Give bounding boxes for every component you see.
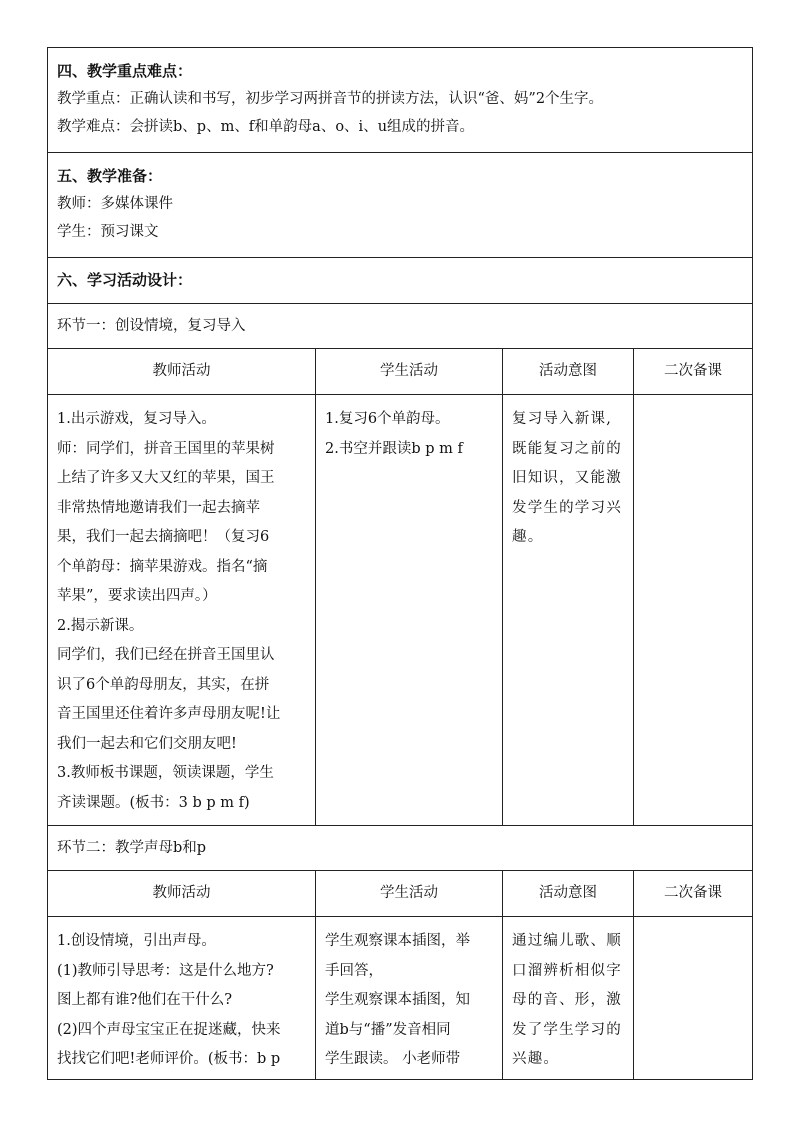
stage1-title-row [48, 304, 753, 349]
stage1-teacher-line: 苹果”，要求读出四声。） [57, 588, 217, 604]
stage1-second-prep-cell [634, 395, 753, 826]
section5-title: 五、教学准备： [57, 167, 163, 185]
stage1-teacher-line: 个单韵母：摘苹果游戏。指名“摘 [57, 558, 268, 575]
header-activity-purpose: 活动意图 [503, 871, 634, 917]
stage1-content-row [48, 395, 753, 826]
stage2-header-row [48, 871, 753, 917]
stage2-student-line: 学生观察课本插图，知 [325, 992, 470, 1008]
header-student-activity: 学生活动 [316, 871, 503, 917]
section4-title: 四、教学重点难点： [57, 62, 193, 80]
stage2-purpose-line: 兴趣。 [512, 1051, 560, 1067]
stage2-teacher-cell [48, 917, 316, 1080]
header-second-prep: 二次备课 [634, 871, 753, 917]
stage2-title: 环节二：教学声母b和p [48, 826, 753, 871]
stage1-header-row [48, 349, 753, 395]
section6-cell [48, 258, 753, 304]
stage1-purpose-line: 趣。 [512, 529, 544, 545]
section6-row [48, 258, 753, 304]
teacher-prep-text: 教师：多媒体课件 [57, 196, 173, 212]
stage2-student-line: 学生观察课本插图，举 [325, 933, 470, 949]
section4-cell [48, 48, 753, 153]
section5-cell [48, 153, 753, 258]
stage1-teacher-line: 非常热情地邀请我们一起去摘苹 [57, 499, 260, 516]
stage2-content-row [48, 917, 753, 1080]
stage1-teacher-line: 我们一起去和它们交朋友吧! [57, 735, 237, 752]
header-teacher-activity: 教师活动 [48, 871, 316, 917]
stage1-student-line: 1.复习6个单韵母。 [325, 411, 450, 427]
section4-row [48, 48, 753, 153]
stage1-purpose-line: 既能复习之前的 [512, 440, 622, 457]
stage2-second-prep-cell [634, 917, 753, 1080]
stage2-purpose-line: 口溜辨析相似字 [512, 962, 622, 979]
stage1-purpose-line: 旧知识，又能激 [512, 470, 622, 486]
stage1-teacher-line: 师：同学们，拼音王国里的苹果树 [57, 440, 275, 457]
stage1-teacher-line: 果，我们一起去摘摘吧！（复习6 [57, 529, 270, 545]
stage2-teacher-line: 图上都有谁?他们在干什么? [57, 992, 233, 1008]
stage1-teacher-line: 2.揭示新课。 [57, 617, 144, 634]
difficulty-text: 教学难点：会拼读b、p、m、f和单韵母a、o、i、u组成的拼音。 [57, 119, 475, 135]
stage2-teacher-line: 1.创设情境，引出声母。 [57, 933, 216, 949]
stage1-teacher-line: 音王国里还住着许多声母朋友呢!让 [57, 706, 281, 722]
stage2-purpose-line: 母的音、形，激 [512, 992, 622, 1008]
stage2-teacher-line: (2)四个声母宝宝正在捉迷藏，快来 [57, 1021, 281, 1038]
stage1-purpose-line: 发学生的学习兴 [512, 499, 622, 516]
stage1-teacher-cell [48, 395, 316, 826]
stage2-teacher-line: (1)教师引导思考：这是什么地方? [57, 962, 274, 979]
header-second-prep: 二次备课 [634, 349, 753, 395]
stage1-title: 环节一：创设情境，复习导入 [48, 304, 753, 349]
stage1-teacher-line: 1.出示游戏，复习导入。 [57, 411, 216, 427]
stage2-purpose-line: 通过编儿歌、顺 [512, 933, 622, 949]
stage1-teacher-line: 识了6个单韵母朋友，其实，在拼 [57, 676, 270, 693]
section6-title: 六、学习活动设计： [57, 271, 193, 289]
lesson-plan-table [47, 47, 753, 1080]
stage2-title-row [48, 826, 753, 871]
stage1-teacher-line: 齐读课题。(板书：3 b p m f) [57, 794, 250, 811]
stage2-student-line: 道b与“播”发音相同 [325, 1021, 451, 1038]
stage2-student-line: 学生跟读。 小老师带 [325, 1051, 461, 1067]
header-activity-purpose: 活动意图 [503, 349, 634, 395]
stage2-teacher-line: 找找它们吧!老师评价。(板书：b p [57, 1051, 281, 1067]
stage1-student-line: 2.书空并跟读b p m f [325, 440, 463, 457]
stage2-purpose-cell [503, 917, 634, 1080]
header-teacher-activity: 教师活动 [48, 349, 316, 395]
section5-row [48, 153, 753, 258]
stage1-teacher-line: 上结了许多又大又红的苹果，国王 [57, 470, 275, 486]
stage1-student-cell [316, 395, 503, 826]
stage2-student-line: 手回答， [325, 962, 383, 979]
stage1-teacher-line: 3.教师板书课题，领读课题，学生 [57, 765, 274, 781]
stage1-purpose-cell [503, 395, 634, 826]
stage2-purpose-line: 发了学生学习的 [512, 1021, 622, 1038]
key-point-text: 教学重点：正确认读和书写，初步学习两拼音节的拼读方法，认识“爸、妈”2个生字。 [57, 91, 604, 107]
header-student-activity: 学生活动 [316, 349, 503, 395]
stage1-purpose-line: 复习导入新课, [512, 411, 613, 427]
stage2-student-cell [316, 917, 503, 1080]
stage1-teacher-line: 同学们，我们已经在拼音王国里认 [57, 647, 275, 663]
lesson-plan-document [47, 47, 752, 1080]
student-prep-text: 学生：预习课文 [57, 224, 159, 240]
